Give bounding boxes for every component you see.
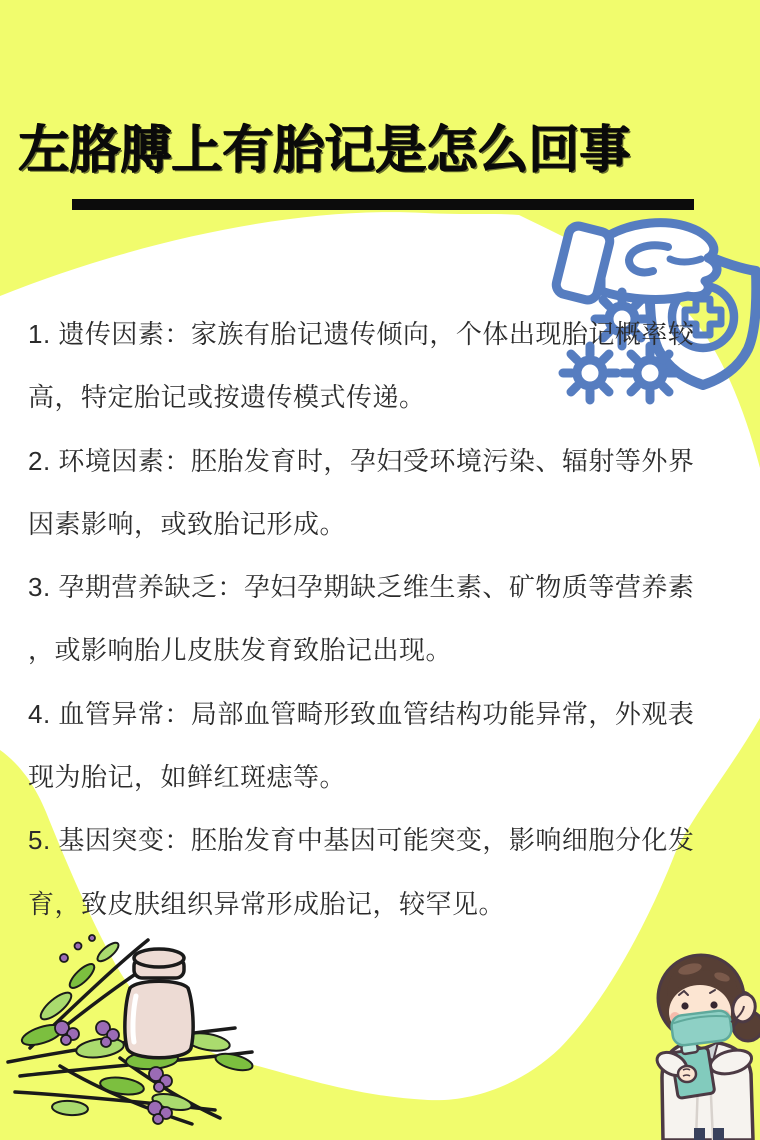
cause-line: 因素影响，或致胎记形成。 [28, 508, 347, 539]
cause-line: 1. 遗传因素：家族有胎记遗传倾向，个体出现胎记概率较 [28, 319, 695, 349]
header [18, 120, 738, 180]
face-mask-icon [670, 1009, 732, 1046]
cause-list [28, 303, 728, 936]
cause-line: 3. 孕期营养缺乏：孕妇孕期缺乏维生素、矿物质等营养素 [28, 572, 695, 603]
cause-line: 2. 环境因素：胚胎发育时，孕妇受环境污染、辐射等外界 [28, 445, 695, 476]
title-underline [72, 199, 694, 210]
cause-line: 5. 基因突变：胚胎发育中基因可能突变，影响细胞分化发 [28, 825, 695, 856]
cause-line: 育，致皮肤组织异常形成胎记，较罕见。 [28, 888, 506, 919]
cause-line: ，或影响胎儿皮肤发育致胎记出现。 [28, 635, 453, 666]
page-title: 左胳膊上有胎记是怎么回事 [18, 121, 631, 178]
cause-line: 现为胎记，如鲜红斑痣等。 [28, 762, 347, 793]
cause-line: 4. 血管异常：局部血管畸形致血管结构功能异常，外观表 [28, 698, 695, 729]
cause-line: 高，特定胎记或按遗传模式传递。 [28, 382, 426, 413]
doctor-figure [653, 955, 760, 1140]
